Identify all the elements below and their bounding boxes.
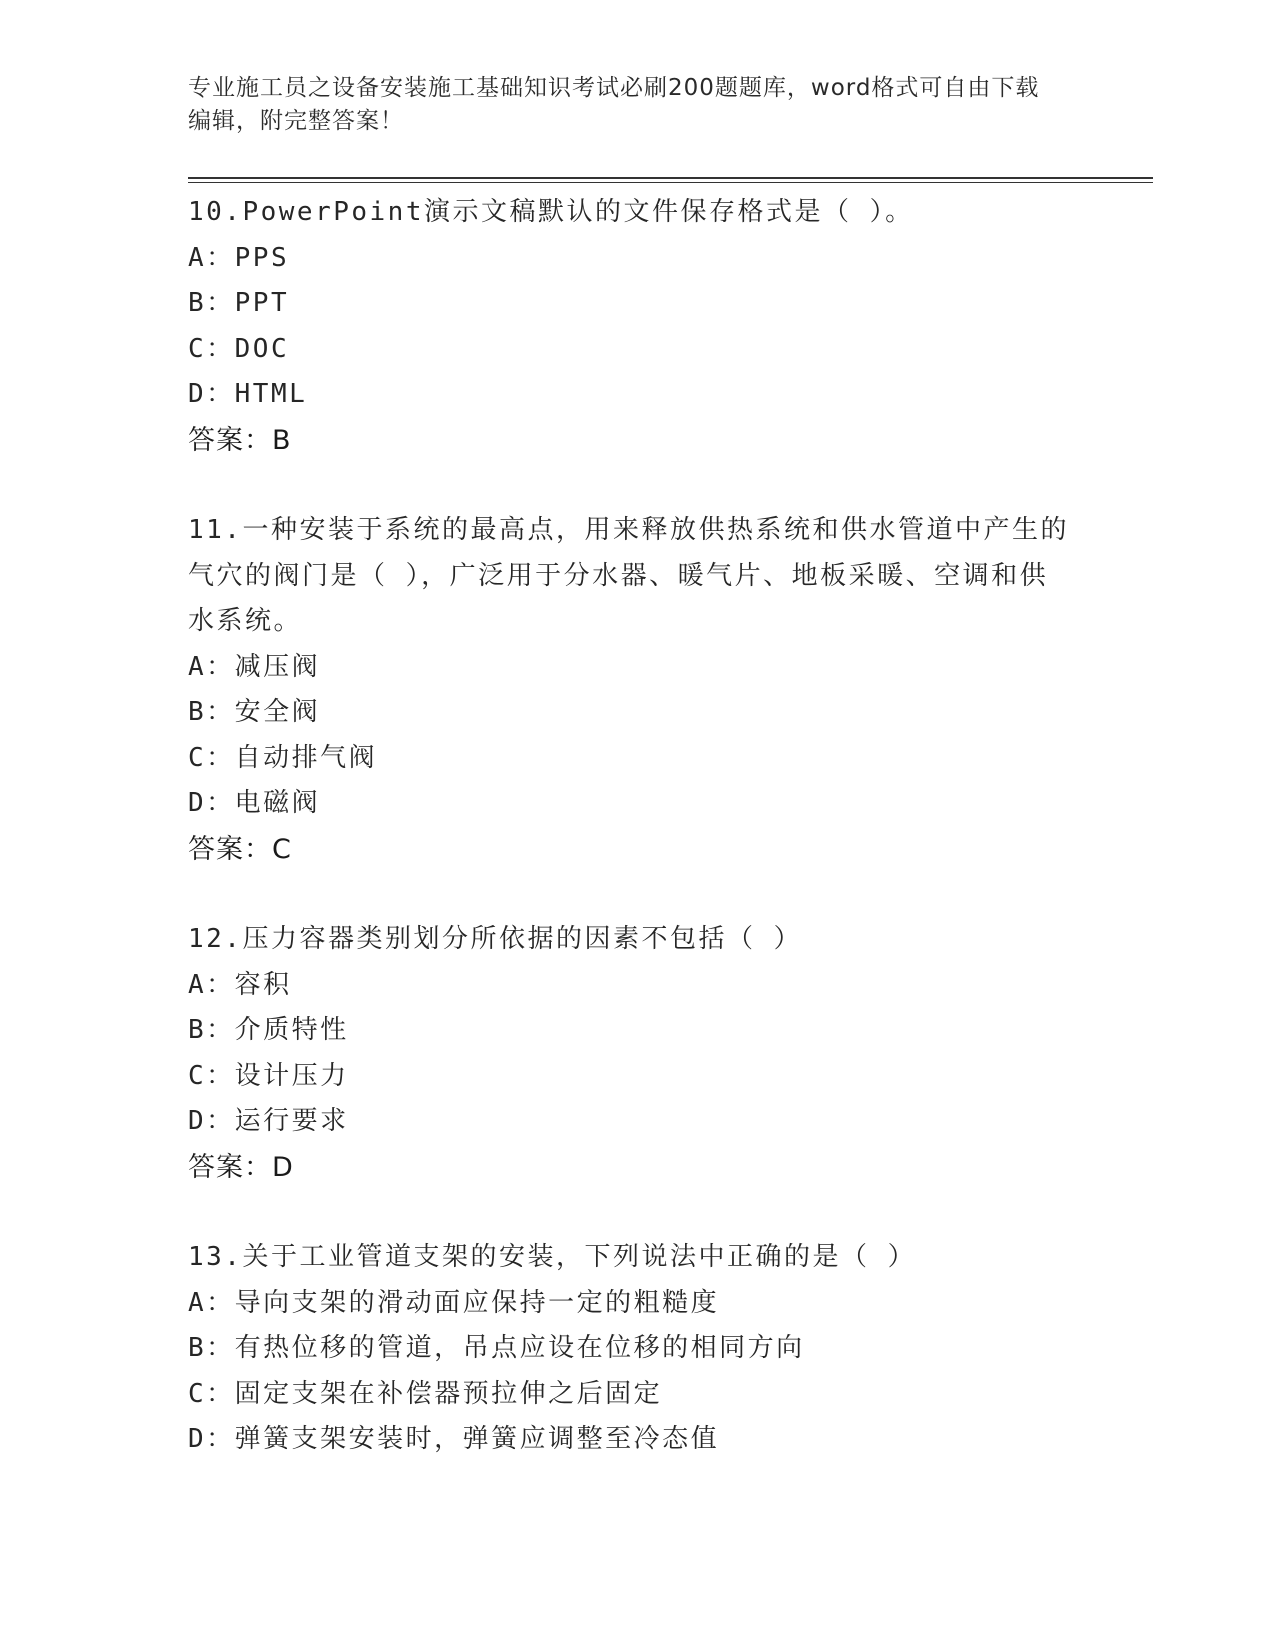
option-b: B：PPT [188, 288, 290, 318]
option-c: C：固定支架在补偿器预拉伸之后固定 [188, 1378, 663, 1409]
answer: 答案：B [188, 424, 292, 456]
document-header [188, 72, 1068, 138]
question-12 [188, 917, 1088, 1190]
header-divider-thin [188, 182, 1153, 183]
question-text-line-1: 11.一种安装于系统的最高点，用来释放供热系统和供水管道中产生的 [188, 515, 1069, 545]
option-d: D：电磁阀 [188, 788, 321, 818]
question-spacer [188, 463, 1088, 508]
option-a: A：容积 [188, 969, 292, 1000]
header-line-1: 专业施工员之设备安装施工基础知识考试必刷200题题库，word格式可自由下载 [188, 75, 1040, 101]
option-b: B：有热位移的管道，吊点应设在位移的相同方向 [188, 1333, 805, 1363]
question-spacer [188, 872, 1088, 917]
question-list [188, 190, 1088, 1463]
option-b: B：介质特性 [188, 1015, 349, 1045]
option-c: C：设计压力 [188, 1060, 349, 1091]
question-text: 13.关于工业管道支架的安装，下列说法中正确的是（ ） [188, 1242, 917, 1272]
question-text-line-2: 气穴的阀门是（ ），广泛用于分水器、暖气片、地板采暖、空调和供 [188, 560, 1049, 591]
option-a: A：PPS [188, 242, 290, 273]
question-13 [188, 1235, 1088, 1463]
option-d: D：弹簧支架安装时，弹簧应调整至冷态值 [188, 1424, 720, 1454]
answer: 答案：C [188, 833, 292, 865]
question-10 [188, 190, 1088, 463]
option-a: A：导向支架的滑动面应保持一定的粗糙度 [188, 1287, 720, 1318]
header-line-2: 编辑，附完整答案！ [188, 108, 404, 134]
option-c: C：DOC [188, 333, 290, 364]
option-a: A：减压阀 [188, 651, 321, 682]
option-d: D：运行要求 [188, 1106, 349, 1136]
header-divider-thick [188, 177, 1153, 179]
question-spacer [188, 1190, 1088, 1235]
question-text: 10.PowerPoint演示文稿默认的文件保存格式是（ ）。 [188, 197, 914, 227]
question-11 [188, 508, 1088, 872]
answer: 答案：D [188, 1151, 294, 1183]
option-d: D：HTML [188, 379, 308, 409]
question-text-line-3: 水系统。 [188, 606, 303, 636]
option-c: C：自动排气阀 [188, 742, 378, 773]
question-text: 12.压力容器类别划分所依据的因素不包括（ ） [188, 924, 803, 954]
option-b: B：安全阀 [188, 697, 321, 727]
